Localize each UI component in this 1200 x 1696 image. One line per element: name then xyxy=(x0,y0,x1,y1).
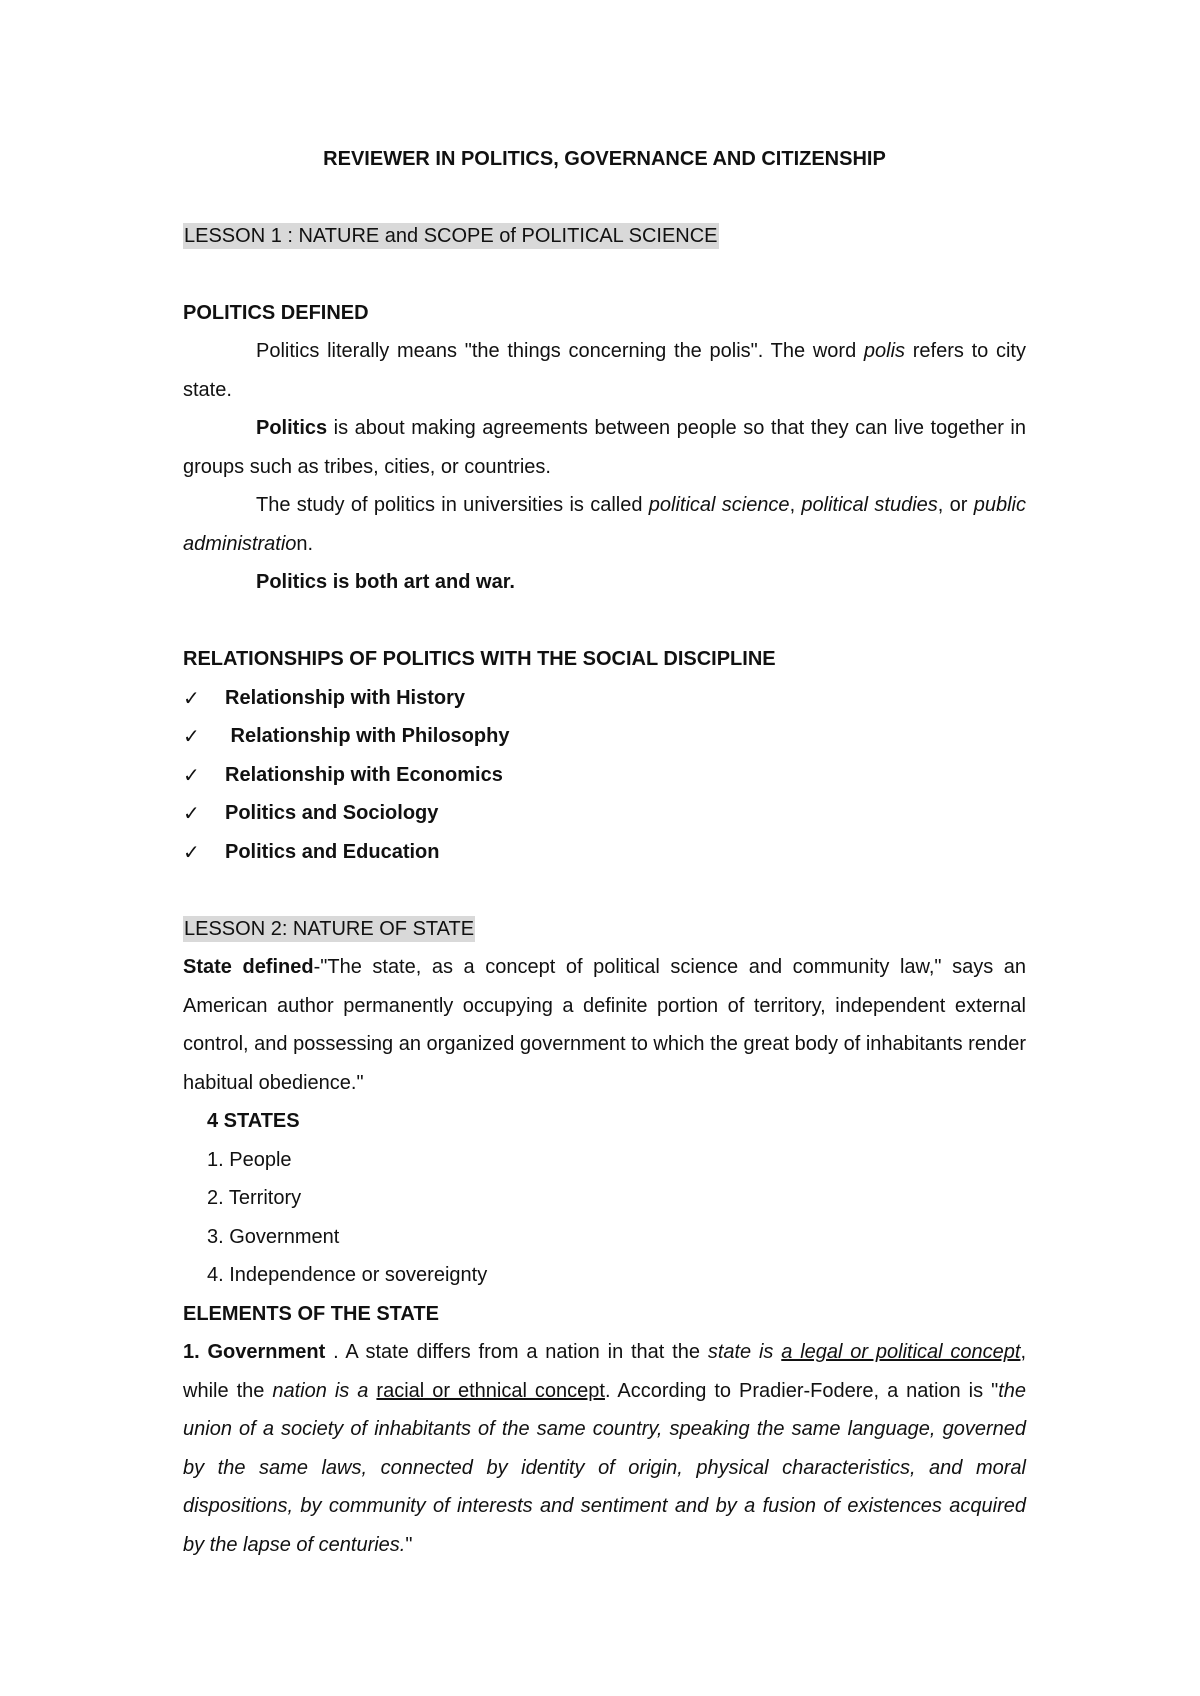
four-states-list xyxy=(183,1141,1026,1295)
check-icon: ✓ xyxy=(183,724,200,748)
elements-heading: ELEMENTS OF THE STATE xyxy=(183,1302,439,1325)
list-item: 2. Territory xyxy=(207,1187,302,1209)
check-icon: ✓ xyxy=(183,685,200,710)
list-item: ✓ Relationship with History xyxy=(183,679,1026,718)
list-item: ✓ Relationship with Philosophy xyxy=(183,717,1026,756)
check-icon: ✓ xyxy=(183,762,200,787)
lesson-2-heading: LESSON 2: NATURE OF STATE xyxy=(184,917,475,940)
list-item: ✓ Politics and Sociology xyxy=(183,794,1026,833)
lesson-1-heading: LESSON 1 : NATURE and SCOPE of POLITICAL SCIENCE xyxy=(184,224,718,247)
politics-defined-heading: POLITICS DEFINED xyxy=(183,301,369,324)
document-title: REVIEWER IN POLITICS, GOVERNANCE AND CITIZENSHIP xyxy=(323,148,886,170)
relationships-list xyxy=(183,679,1026,872)
list-item: 1. People xyxy=(207,1148,292,1171)
check-icon: ✓ xyxy=(183,801,200,825)
politics-study-paragraph: The study of politics in universities is called political science, political studies, or public administration. xyxy=(183,494,1026,555)
government-paragraph: 1. Government . A state differs from a nation in that the state is a legal or political concept, while the nation is a racial or ethnical concept. According to Pradier-Fodere, a nation is "the union of a society of inhabitants of the same country, speaking the same language, governed by the same laws, connected by identity of origin, physical characteristics, and moral dispositions, by community of interests and sentiment and by a fusion of existences acquired by the lapse of centuries." xyxy=(183,1341,1027,1556)
document-content xyxy=(183,140,1026,1564)
politics-agreements-paragraph: Politics is about making agreements between people so that they can live together in groups such as tribes, cities, or countries. xyxy=(183,417,1026,478)
list-item: ✓ Relationship with Economics xyxy=(183,756,1026,795)
check-icon: ✓ xyxy=(183,839,200,864)
list-item: ✓ Politics and Education xyxy=(183,833,1026,872)
four-states-heading: 4 STATES xyxy=(207,1110,300,1132)
state-defined-paragraph: State defined-"The state, as a concept of political science and community law," says an American author permanently occupying a definite portion of territory, independent external control, and possessing an organized government to which the great body of inhabitants render habitual obedience." xyxy=(183,956,1027,1094)
relationships-heading: RELATIONSHIPS OF POLITICS WITH THE SOCIAL DISCIPLINE xyxy=(183,648,776,670)
list-item: 4. Independence or sovereignty xyxy=(207,1264,488,1286)
list-item: 3. Government xyxy=(207,1225,340,1248)
politics-definition-paragraph: Politics literally means "the things concerning the polis". The word polis refers to city state. xyxy=(183,340,1026,401)
politics-art-war-statement: Politics is both art and war. xyxy=(256,571,515,593)
